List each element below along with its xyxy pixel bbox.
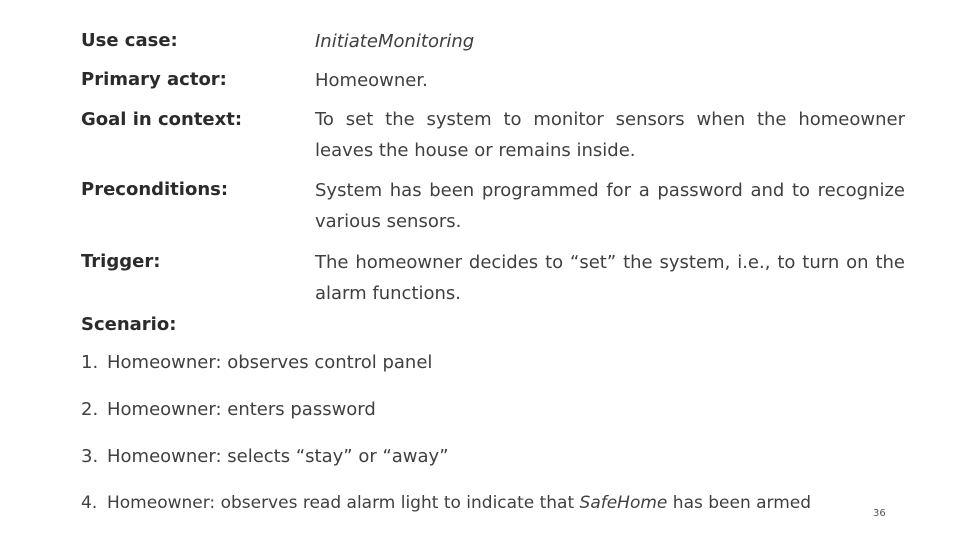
use-case-label: Use case: xyxy=(81,30,178,51)
use-case-value: InitiateMonitoring xyxy=(315,31,475,52)
scenario-step xyxy=(81,493,811,513)
step-text: Homeowner: observes read alarm light to indicate that xyxy=(107,493,580,513)
page-number: 36 xyxy=(873,508,886,519)
trigger-label: Trigger: xyxy=(81,251,161,272)
step-text-end: has been armed xyxy=(667,493,812,513)
goal-value: To set the system to monitor sensors when the homeowner leaves the house or remains inside. xyxy=(315,109,905,161)
step-number: 1. xyxy=(81,352,99,373)
preconditions-label: Preconditions: xyxy=(81,179,229,200)
primary-actor-value: Homeowner. xyxy=(315,70,428,91)
step-number: 3. xyxy=(81,446,99,467)
scenario-step xyxy=(81,352,432,373)
step-text: Homeowner: observes control panel xyxy=(107,352,433,373)
trigger-value: The homeowner decides to “set” the system, i.e., to turn on the alarm functions. xyxy=(315,252,905,304)
preconditions-value: System has been programmed for a password and to recognize various sensors. xyxy=(315,180,905,232)
scenario-step xyxy=(81,446,449,467)
scenario-label: Scenario: xyxy=(81,314,177,335)
step-number: 4. xyxy=(81,493,98,513)
step-text: Homeowner: selects “stay” or “away” xyxy=(107,446,449,467)
product-name-emphasis: SafeHome xyxy=(579,493,668,513)
step-text: Homeowner: enters password xyxy=(107,399,376,420)
primary-actor-label: Primary actor: xyxy=(81,69,227,90)
scenario-step xyxy=(81,399,376,420)
goal-label: Goal in context: xyxy=(81,109,243,130)
step-number: 2. xyxy=(81,399,99,420)
